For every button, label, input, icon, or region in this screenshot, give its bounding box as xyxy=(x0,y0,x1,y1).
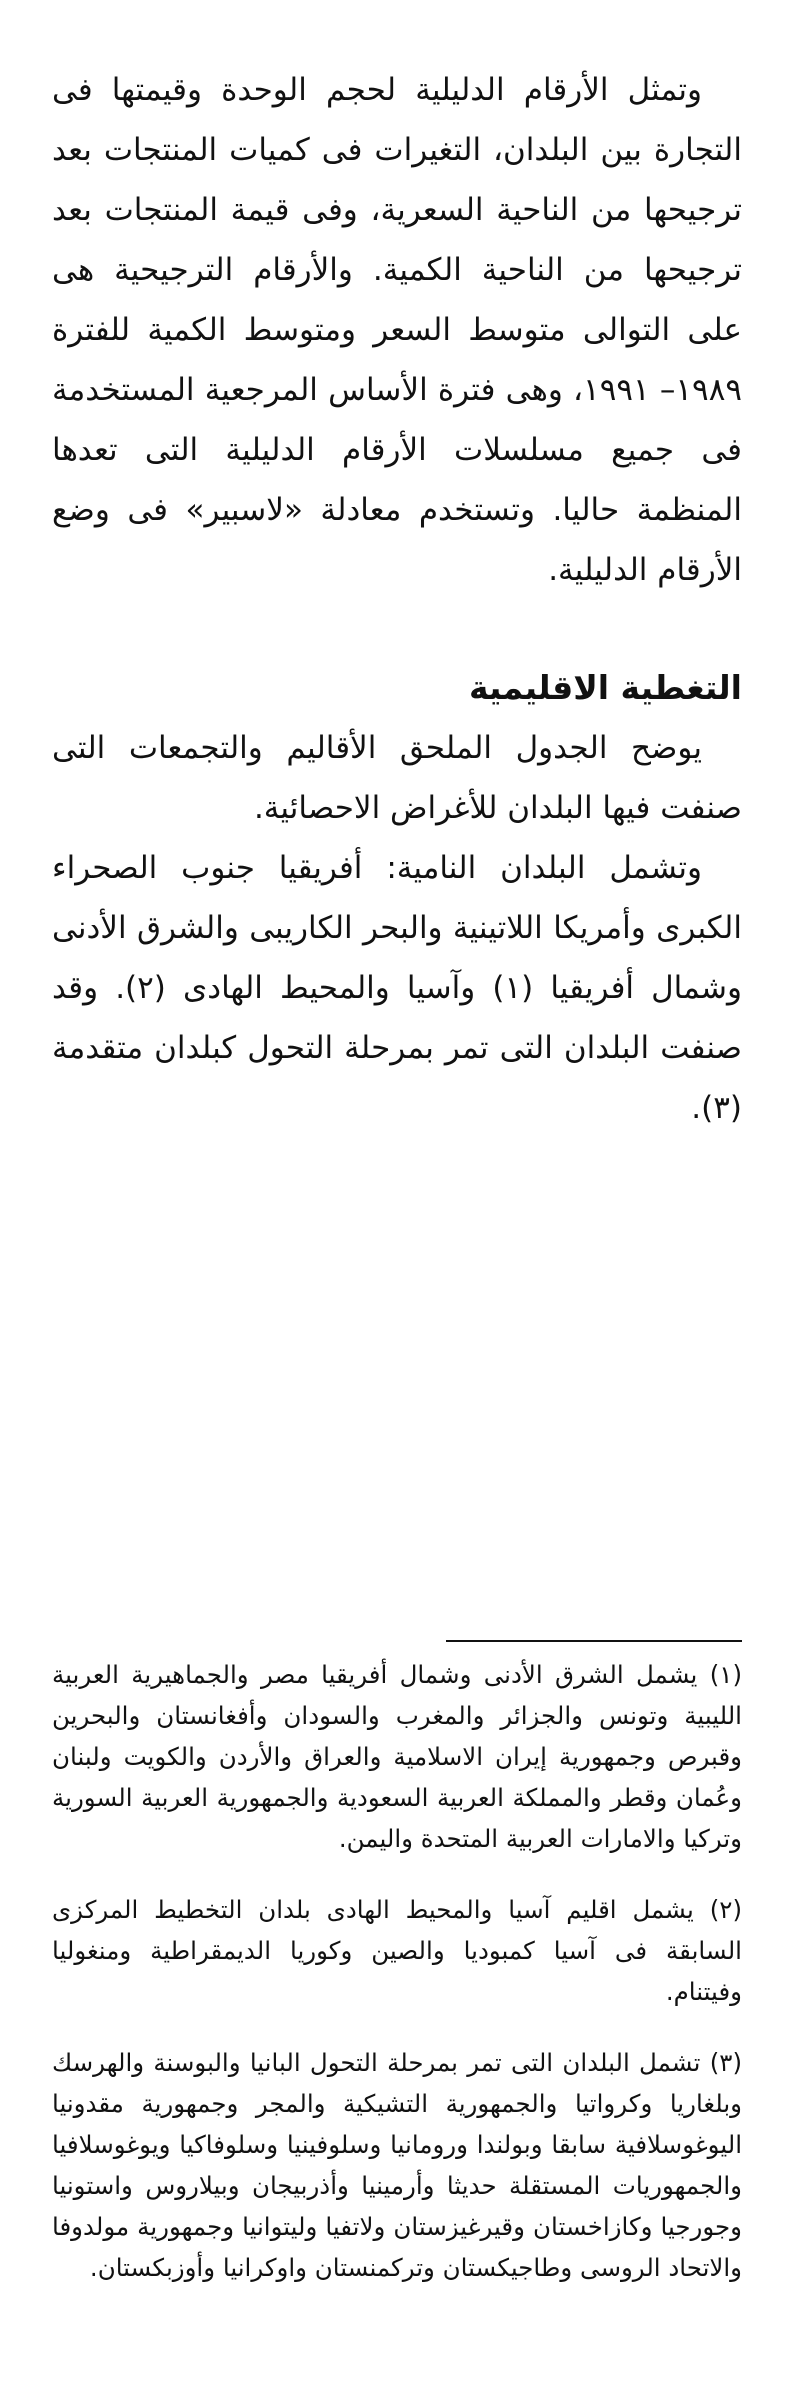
footnote-1: (١) يشمل الشرق الأدنى وشمال أفريقيا مصر والجماهيرية العربية الليبية وتونس والجزائر والمغرب والسودان وأفغانستان والبحرين وقبرص وجمهورية إيران الاسلامية والعراق والأردن والكويت ولبنان وعُمان وقطر والمملكة العربية السعودية والجمهورية العربية السورية وتركيا والامارات العربية المتحدة واليمن. xyxy=(52,1660,742,1853)
footnote-3: (٣) تشمل البلدان التى تمر بمرحلة التحول البانيا والبوسنة والهرسك وبلغاريا وكرواتيا والجمهورية التشيكية والمجر وجمهورية مقدونيا اليوغوسلافية سابقا وبولندا ورومانيا وسلوفينيا وسلوفاكيا ويوغوسلافيا والجمهوريات المستقلة حديثا وأرمينيا وأذربيجان وبيلاروس واستونيا وجورجيا وكازاخستان وقيرغيزستان ولاتفيا وليتوانيا وجمهورية مولدوفا والاتحاد الروسى وطاجيكستان وتركمنستان واوكرانيا وأوزبكستان. xyxy=(52,2048,742,2282)
footnote-divider xyxy=(446,1640,742,1642)
section-title-regional-coverage: التغطية الاقليمية xyxy=(469,668,742,707)
intro-paragraph: وتمثل الأرقام الدليلية لحجم الوحدة وقيمتها فى التجارة بين البلدان، التغيرات فى كميات المنتجات بعد ترجيحها من الناحية السعرية، وفى قيمة المنتجات بعد ترجيحها من الناحية الكمية. والأرقام الترجيحية هى على التوالى متوسط السعر ومتوسط الكمية للفترة ١٩٨٩– ١٩٩١، وهى فترة الأساس المرجعية المستخدمة فى جميع مسلسلات الأرقام الدليلية التى تعدها المنظمة حاليا. وتستخدم معادلة «لاسبير» فى وضع الأرقام الدليلية. xyxy=(52,72,742,588)
footnote-2: (٢) يشمل اقليم آسيا والمحيط الهادى بلدان التخطيط المركزى السابقة فى آسيا كمبوديا والصين وكوريا الديمقراطية ومنغوليا وفيتنام. xyxy=(52,1895,742,2006)
regional-coverage-paragraph-2: وتشمل البلدان النامية: أفريقيا جنوب الصحراء الكبرى وأمريكا اللاتينية والبحر الكاريبى والشرق الأدنى وشمال أفريقيا (١) وآسيا والمحيط الهادى (٢). وقد صنفت البلدان التى تمر بمرحلة التحول كبلدان متقدمة (٣). xyxy=(52,850,742,1126)
regional-coverage-paragraph-1: يوضح الجدول الملحق الأقاليم والتجمعات التى صنفت فيها البلدان للأغراض الاحصائية. xyxy=(52,730,742,826)
footnotes-section xyxy=(52,1640,742,2318)
section-spacer xyxy=(52,600,742,658)
